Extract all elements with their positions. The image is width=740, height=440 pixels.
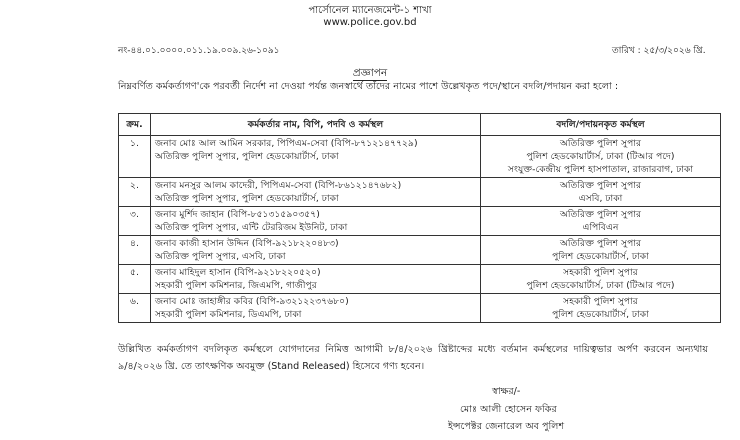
table-row <box>119 178 721 207</box>
new-workplace: পুলিশ হেডকোয়ার্টার্স, ঢাকা (টিআর পদে) <box>526 280 675 291</box>
officer-current-post: অতিরিক্ত পুলিশ সুপার, এন্টি টেররিজম ইউনিট, ঢাকা <box>155 222 348 233</box>
row-serial: ১. <box>119 136 151 178</box>
new-workplace: এপিবিএন <box>582 222 619 233</box>
table-header-row <box>119 114 721 136</box>
row-officer <box>151 178 481 207</box>
new-designation: অতিরিক্ত পুলিশ সুপার <box>559 238 642 249</box>
new-designation: অতিরিক্ত পুলিশ সুপার <box>559 180 642 191</box>
row-officer <box>151 136 481 178</box>
row-posting <box>481 178 721 207</box>
officer-name: জনাব মাহিদুল হাসান (বিপি-৯২১৮২২০৫২০) <box>155 267 321 278</box>
row-serial: ৩. <box>119 207 151 236</box>
signature-mark: স্বাক্ষর/- <box>492 386 521 397</box>
officer-name: জনাব মনসুর আলম কাদেরী, পিপিএম-সেবা (বিপি-৮৬১২১৪৭৬৮২) <box>155 180 402 191</box>
row-serial: ৬. <box>119 294 151 323</box>
table-row <box>119 207 721 236</box>
closing-paragraph: উল্লিখিত কর্মকর্তাগণ বদলিকৃত কর্মস্থলে যোগদানের নিমিত্ত আগামী ৮/৪/২০২৬ খ্রিষ্টাব্দের মধ্যে বর্তমান কর্মস্থলের দায়িত্বভার অর্পণ করবেন অন্যথায় ৯/৪/২০২৬ খ্রি. তে তাৎক্ষণিক অবমুক্ত (Stand Released) হিসেবে গণ্য হবেন। <box>118 344 708 372</box>
row-posting <box>481 207 721 236</box>
row-officer <box>151 207 481 236</box>
website-link[interactable]: www.police.gov.bd <box>323 17 417 28</box>
new-workplace: পুলিশ হেডকোয়ার্টার্স, ঢাকা (টিআর পদে) <box>526 151 675 162</box>
col-serial-header: ক্রম. <box>119 114 151 136</box>
col-posting-header: বদলি/পদায়নকৃত কর্মস্থল <box>481 114 721 136</box>
officer-current-post: সহকারী পুলিশ কমিশনার, ডিএমপি, ঢাকা <box>155 309 302 320</box>
table-row <box>119 136 721 178</box>
office-branch: পার্সোনেল ম্যানেজমেন্ট-১ শাখা <box>308 5 432 16</box>
col-officer-header: কর্মকর্তার নাম, বিপি, পদবি ও কর্মস্থল <box>151 114 481 136</box>
row-serial: ২. <box>119 178 151 207</box>
row-officer <box>151 294 481 323</box>
new-designation: সহকারী পুলিশ সুপার <box>563 267 638 278</box>
officer-current-post: অতিরিক্ত পুলিশ সুপার, এসবি, ঢাকা <box>155 251 286 262</box>
row-posting <box>481 236 721 265</box>
officer-current-post: অতিরিক্ত পুলিশ সুপার, পুলিশ হেডকোয়ার্টার্স, ঢাকা <box>155 151 339 162</box>
signatory-designation: ইন্সপেক্টর জেনারেল অব পুলিশ <box>448 421 565 432</box>
officer-name: জনাব কাজী হাসান উদ্দিন (বিপি-৯২১৮২২০৪৮৩) <box>155 238 339 249</box>
new-designation: অতিরিক্ত পুলিশ সুপার <box>559 209 642 220</box>
table-row <box>119 236 721 265</box>
row-serial: ৪. <box>119 236 151 265</box>
table-row <box>119 294 721 323</box>
row-posting <box>481 136 721 178</box>
intro-paragraph: নিম্নবর্ণিত কর্মকর্তাগণ'কে পরবর্তী নির্দেশ না দেওয়া পর্যন্ত জনস্বার্থে তাঁদের নামের পাশে উল্লেখকৃত পদে/স্থানে বদলি/পদায়ন করা হলো : <box>118 81 619 92</box>
new-workplace: এসবি, ঢাকা <box>578 193 623 204</box>
officer-name: জনাব মোঃ জাহাঙ্গীর কবির (বিপি-৯৩২১২২৩৭৬৮০) <box>155 296 349 307</box>
row-officer <box>151 236 481 265</box>
row-posting <box>481 294 721 323</box>
document-title: প্রজ্ঞাপন <box>352 67 388 79</box>
row-posting <box>481 265 721 294</box>
transfer-table <box>118 113 721 323</box>
table-row <box>119 265 721 294</box>
memo-date: তারিখ : ২৫/৩/২০২৬ খ্রি. <box>612 46 706 56</box>
officer-name: জনাব মোঃ আল আমিন সরকার, পিপিএম-সেবা (বিপি-৮৭১২১৪৭৭২৯) <box>155 138 418 149</box>
new-designation: সহকারী পুলিশ সুপার <box>563 296 638 307</box>
attachment-note: সংযুক্ত-কেন্দ্রীয় পুলিশ হাসপাতাল, রাজারবাগ, ঢাকা <box>507 164 694 175</box>
officer-name: জনাব মুর্শিদ জাহান (বিপি-৮৫১৩১৫৯০৩৫৭) <box>155 209 320 220</box>
memo-number: নং-৪৪.০১.০০০০.০১১.১৯.০০৯.২৬-১০৯১ <box>118 46 280 56</box>
new-designation: অতিরিক্ত পুলিশ সুপার <box>559 138 642 149</box>
officer-current-post: অতিরিক্ত পুলিশ সুপার, পুলিশ হেডকোয়ার্টার্স, ঢাকা <box>155 193 339 204</box>
row-officer <box>151 265 481 294</box>
row-serial: ৫. <box>119 265 151 294</box>
officer-current-post: সহকারী পুলিশ কমিশনার, জিএমপি, গাজীপুর <box>155 280 317 291</box>
signatory-name: মোঃ আলী হোসেন ফকির <box>460 404 557 415</box>
new-workplace: পুলিশ হেডকোয়ার্টার্স, ঢাকা <box>552 251 649 262</box>
new-workplace: পুলিশ হেডকোয়ার্টার্স, ঢাকা <box>552 309 649 320</box>
